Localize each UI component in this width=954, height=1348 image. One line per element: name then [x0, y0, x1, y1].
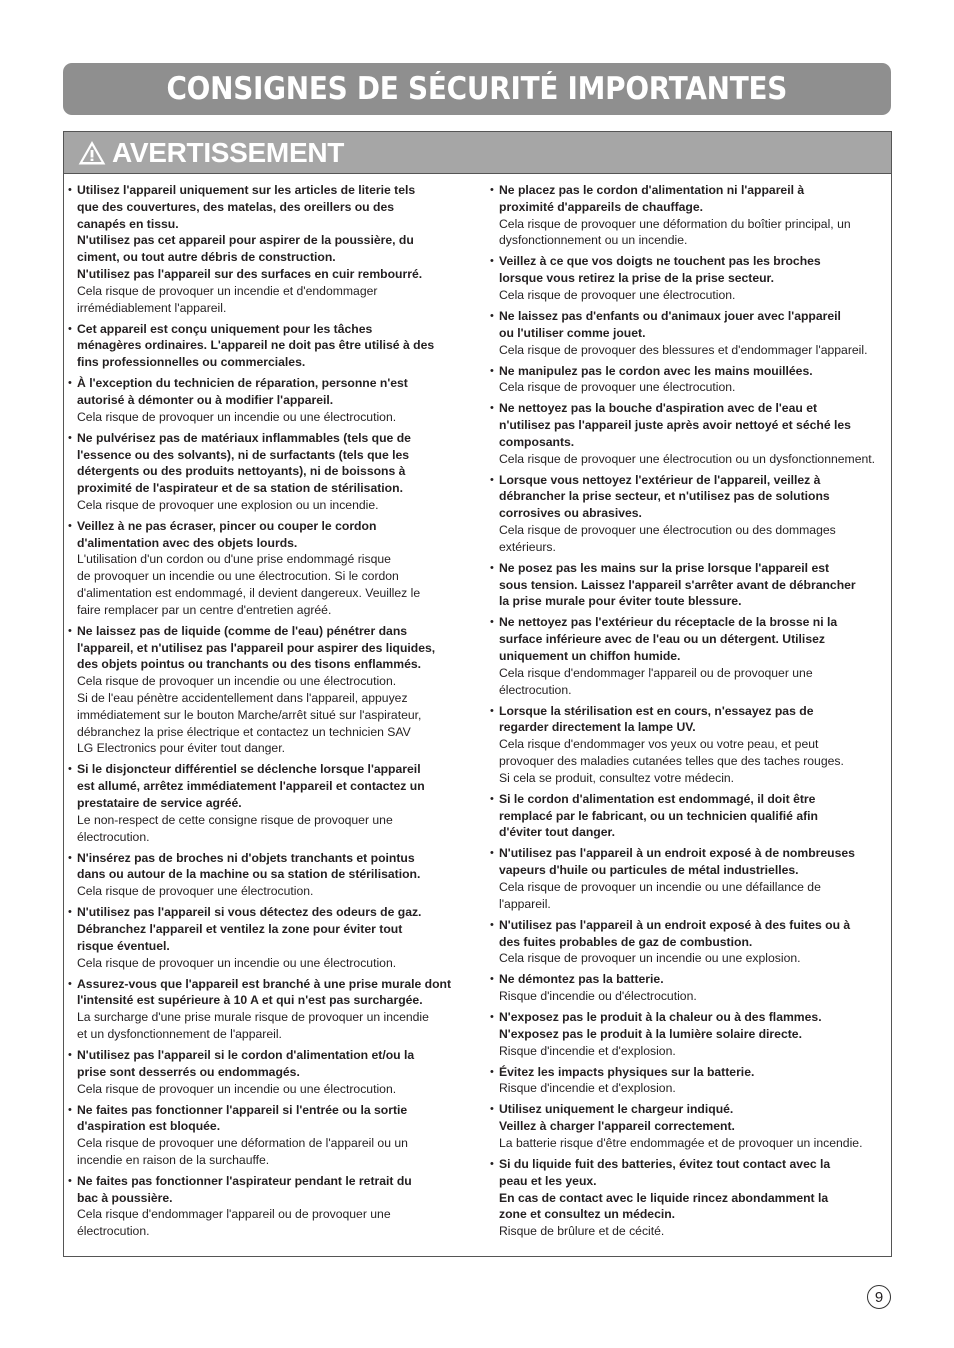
- safety-item: [68, 321, 466, 371]
- safety-instruction: • Ne nettoyez pas la bouche d'aspiration avec de l'eau et n'utilisez pas l'appareil juste après avoir nettoyé et séché les composants.: [499, 401, 851, 449]
- safety-instruction: • Ne démontez pas la batterie.: [499, 972, 664, 987]
- safety-instruction: • À l'exception du technicien de réparation, personne n'est autorisé à démonter ou à modifier l'appareil.: [77, 376, 408, 407]
- safety-instruction: • Ne manipulez pas le cordon avec les mains mouillées.: [499, 363, 813, 378]
- safety-instruction: • Ne nettoyez pas l'extérieur du réceptacle de la brosse ni la surface inférieure avec de l'eau ou un détergent. Utilisez uniquement un chiffon humide.: [499, 615, 838, 664]
- warning-box: [63, 131, 892, 1257]
- safety-item: [490, 182, 886, 249]
- safety-consequence: Le non-respect de cette consigne risque de provoquer une électrocution.: [77, 812, 393, 844]
- safety-instruction: • N'utilisez pas l'appareil si vous détectez des odeurs de gaz. Débranchez l'appareil et ventilez la zone pour éviter tout risque éventuel.: [77, 905, 422, 953]
- safety-instruction: • Veillez à ne pas écraser, pincer ou couper le cordon d'alimentation avec des objets lourds.: [77, 518, 377, 550]
- safety-item: [490, 1064, 886, 1098]
- title-bar: [63, 63, 891, 115]
- right-column: [490, 182, 886, 1244]
- page-title: CONSIGNES DE SÉCURITÉ IMPORTANTES: [166, 71, 788, 107]
- safety-consequence: Cela risque de provoquer un incendie ou une défaillance de l'appareil.: [499, 879, 821, 911]
- safety-instruction: • N'insérez pas de broches ni d'objets tranchants et pointus dans ou autour de la machine ou sa station de stérilisation.: [77, 850, 421, 882]
- safety-instruction: • N'utilisez pas l'appareil à un endroit exposé à des fuites ou à des fuites probables de gaz de combustion.: [499, 917, 851, 949]
- left-column: [68, 182, 466, 1244]
- safety-instruction: • Ne faites pas fonctionner l'aspirateur pendant le retrait du bac à poussière.: [77, 1173, 412, 1205]
- safety-item: [490, 791, 886, 841]
- safety-item: [68, 430, 466, 514]
- page-number: 9: [867, 1285, 891, 1309]
- safety-instruction: • Ne placez pas le cordon d'alimentation ni l'appareil à proximité d'appareils de chauffage.: [499, 183, 805, 214]
- safety-instruction: • Assurez-vous que l'appareil est branché à une prise murale dont l'intensité est supérieure à 10 A et qui n'est pas surchargée.: [77, 976, 452, 1008]
- safety-consequence: Cela risque de provoquer une électrocution ou un dysfonctionnement.: [499, 451, 876, 466]
- safety-instruction: • Utilisez l'appareil uniquement sur les articles de literie tels que des couvertures, des matelas, des oreillers ou des canapés en tissu. N'utilisez pas cet appareil pour aspirer de la poussière, du ciment, ou tout autre débris de construction. N'utilisez pas l'appareil sur des surfaces en cuir rembourré.: [77, 183, 423, 281]
- safety-instruction: • Ne faites pas fonctionner l'appareil si l'entrée ou la sortie d'aspiration est bloquée.: [77, 1102, 408, 1134]
- safety-consequence: Cela risque de provoquer un incendie ou une électrocution.: [77, 409, 397, 424]
- safety-item: [490, 308, 886, 358]
- safety-item: [490, 253, 886, 303]
- safety-consequence: Risque de brûlure et de cécité.: [499, 1224, 665, 1239]
- safety-item: [68, 518, 466, 619]
- safety-consequence: Cela risque de provoquer une électrocution.: [499, 287, 736, 302]
- safety-item: [490, 472, 886, 556]
- safety-item: [68, 850, 466, 900]
- safety-item: [68, 623, 466, 757]
- safety-consequence: La surcharge d'une prise murale risque de provoquer un incendie et un dysfonctionnement de l'appareil.: [77, 1010, 429, 1041]
- safety-instruction: • Si le cordon d'alimentation est endommagé, il doit être remplacé par le fabricant, ou un technicien qualifié afin d'éviter tout danger.: [499, 791, 818, 840]
- safety-instruction: • Évitez les impacts physiques sur la batterie.: [499, 1064, 755, 1079]
- safety-consequence: La batterie risque d'être endommagée et de provoquer un incendie.: [499, 1136, 863, 1151]
- safety-consequence: L'utilisation d'un cordon ou d'une prise endommagé risque de provoquer un incendie ou une électrocution. Si le cordon d'alimentation est endommagé, il devient dangereux. Veuillez le faire remplacer par un centre d'entretien agréé.: [77, 552, 421, 617]
- safety-consequence: Cela risque de provoquer un incendie et d'endommager irrémédiablement l'appareil.: [77, 283, 378, 315]
- safety-consequence: Cela risque de provoquer un incendie ou une explosion.: [499, 951, 801, 966]
- safety-item: [68, 375, 466, 425]
- safety-item: [68, 1102, 466, 1169]
- safety-item: [490, 400, 886, 467]
- safety-item: [490, 845, 886, 912]
- warning-label: AVERTISSEMENT: [112, 136, 345, 168]
- warning-triangle-icon: [78, 140, 106, 166]
- safety-consequence: Risque d'incendie et d'explosion.: [499, 1043, 676, 1058]
- safety-consequence: Cela risque de provoquer une explosion ou un incendie.: [77, 497, 379, 512]
- safety-instruction: • Si du liquide fuit des batteries, évitez tout contact avec la peau et les yeux. En cas de contact avec le liquide rincez abondamment la zone et consultez un médecin.: [499, 1157, 831, 1222]
- safety-consequence: Cela risque de provoquer des blessures et d'endommager l'appareil.: [499, 342, 868, 357]
- safety-instruction: • Utilisez uniquement le chargeur indiqué. Veillez à charger l'appareil correctement.: [499, 1102, 735, 1134]
- safety-consequence: Cela risque de provoquer un incendie ou une électrocution.: [77, 955, 397, 970]
- safety-consequence: Cela risque d'endommager l'appareil ou de provoquer une électrocution.: [77, 1207, 391, 1239]
- safety-instruction: • Lorsque la stérilisation est en cours, n'essayez pas de regarder directement la lampe UV.: [499, 703, 814, 735]
- safety-consequence: Cela risque de provoquer une électrocution.: [77, 884, 314, 899]
- safety-instruction: • Si le disjoncteur différentiel se déclenche lorsque l'appareil est allumé, arrêtez immédiatement l'appareil et contactez un prestataire de service agréé.: [77, 762, 425, 811]
- safety-consequence: Cela risque d'endommager l'appareil ou de provoquer une électrocution.: [499, 665, 813, 697]
- safety-instruction: • Ne laissez pas de liquide (comme de l'eau) pénétrer dans l'appareil, et n'utilisez pas l'appareil pour aspirer des liquides, des objets pointus ou tranchants ou des tisons enflammés.: [77, 623, 436, 672]
- safety-instruction: • Veillez à ce que vos doigts ne touchent pas les broches lorsque vous retirez la prise de la prise secteur.: [499, 254, 821, 286]
- safety-consequence: Cela risque de provoquer une électrocution.: [499, 380, 736, 395]
- safety-item: [490, 1156, 886, 1240]
- safety-instruction: • N'utilisez pas l'appareil à un endroit exposé à de nombreuses vapeurs d'huile ou particules de métal industrielles.: [499, 846, 855, 878]
- safety-item: [490, 560, 886, 610]
- safety-item: [68, 182, 466, 316]
- safety-instruction: • Ne pulvérisez pas de matériaux inflammables (tels que de l'essence ou des solvants), ni de surfactants (tels que les détergents ou des produits nettoyants), ni de boissons à proximité de l'aspirateur et de sa station de stérilisation.: [77, 430, 411, 496]
- safety-item: [68, 1047, 466, 1097]
- safety-consequence: Cela risque de provoquer une déformation du boîtier principal, un dysfonctionnement ou un incendie.: [499, 216, 851, 248]
- safety-instruction: • Lorsque vous nettoyez l'extérieur de l'appareil, veillez à débrancher la prise secteur, et n'utilisez pas de solutions corrosives ou abrasives.: [499, 472, 830, 521]
- safety-consequence: Cela risque de provoquer un incendie ou une électrocution. Si de l'eau pénètre accidentellement dans l'appareil, appuyez immédiatement sur le bouton Marche/arrêt situé sur l'aspirateur, débranchez la prise électrique et contactez un technicien SAV LG Electronics pour éviter tout danger.: [77, 674, 422, 756]
- safety-consequence: Cela risque de provoquer une déformation de l'appareil ou un incendie en raison de la surchauffe.: [77, 1136, 408, 1167]
- safety-item: [490, 1009, 886, 1059]
- safety-item: [490, 614, 886, 698]
- safety-item: [490, 363, 886, 397]
- safety-consequence: Risque d'incendie et d'explosion.: [499, 1081, 676, 1096]
- safety-item: [490, 703, 886, 787]
- safety-item: [68, 904, 466, 971]
- safety-item: [68, 1173, 466, 1240]
- safety-item: [490, 971, 886, 1005]
- safety-consequence: Risque d'incendie ou d'électrocution.: [499, 989, 697, 1004]
- safety-instruction: • N'utilisez pas l'appareil si le cordon d'alimentation et/ou la prise sont desserrés ou endommagés.: [77, 1047, 415, 1079]
- safety-consequence: Cela risque de provoquer un incendie ou une électrocution.: [77, 1081, 397, 1096]
- safety-consequence: Cela risque d'endommager vos yeux ou votre peau, et peut provoquer des maladies cutanées telles que des taches rouges. Si cela se produit, consultez votre médecin.: [499, 737, 844, 785]
- safety-instruction: • N'exposez pas le produit à la chaleur ou à des flammes. N'exposez pas le produit à la lumière solaire directe.: [499, 1010, 822, 1041]
- safety-item: [68, 761, 466, 845]
- warning-header: [64, 132, 891, 174]
- safety-instruction: • Cet appareil est conçu uniquement pour les tâches ménagères ordinaires. L'appareil ne doit pas être utilisé à des fins professionnelles ou commerciales.: [77, 321, 435, 370]
- safety-item: [490, 1101, 886, 1151]
- safety-item: [490, 917, 886, 967]
- safety-instruction: • Ne laissez pas d'enfants ou d'animaux jouer avec l'appareil ou l'utiliser comme jouet.: [499, 308, 841, 340]
- safety-consequence: Cela risque de provoquer une électrocution ou des dommages extérieurs.: [499, 523, 836, 554]
- safety-item: [68, 976, 466, 1043]
- safety-instruction: • Ne posez pas les mains sur la prise lorsque l'appareil est sous tension. Laissez l'appareil s'arrêter avant de débrancher la prise murale pour éviter toute blessure.: [499, 560, 856, 609]
